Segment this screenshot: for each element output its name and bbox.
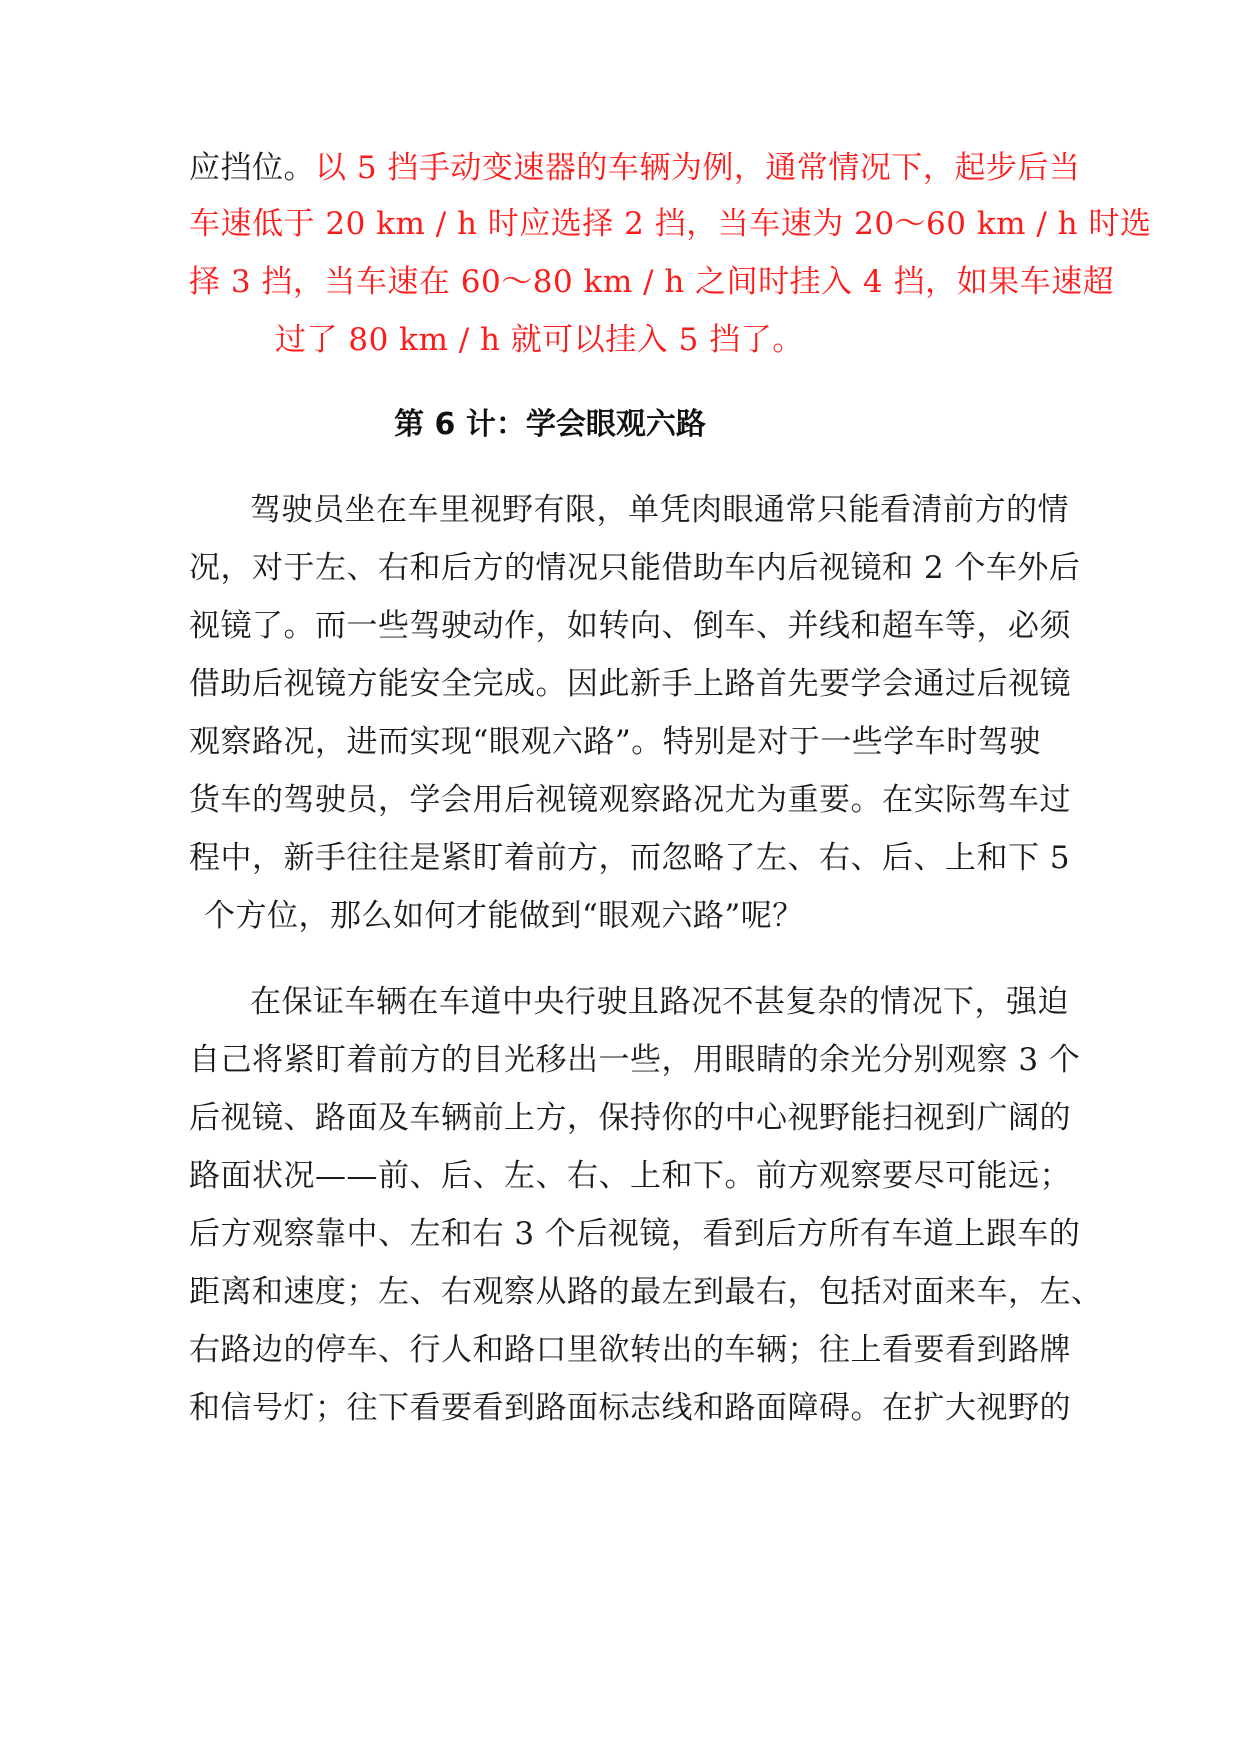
p1-line-3: 视镜了。而一些驾驶动作，如转向、倒车、并线和超车等，必须 xyxy=(189,608,1071,644)
intro-line-1-black: 应挡位。 xyxy=(189,150,315,186)
p1-line-1: 驾驶员坐在车里视野有限，单凭肉眼通常只能看清前方的情 xyxy=(250,492,1069,528)
p2-line-5: 后方观察靠中、左和右 3 个后视镜，看到后方所有车道上跟车的 xyxy=(189,1216,1081,1252)
p1-line-8: 个方位，那么如何才能做到“眼观六路”呢？ xyxy=(204,898,804,934)
p1-line-7: 程中，新手往往是紧盯着前方，而忽略了左、右、后、上和下 5 xyxy=(189,840,1071,876)
p2-line-6: 距离和速度；左、右观察从路的最左到最右，包括对面来车，左、 xyxy=(189,1274,1103,1310)
p2-line-4: 路面状况——前、后、左、右、上和下。前方观察要尽可能远； xyxy=(189,1158,1071,1194)
p1-line-6: 货车的驾驶员，学会用后视镜观察路况尤为重要。在实际驾车过 xyxy=(189,782,1071,818)
intro-line-2: 车速低于 20 km / h 时应选择 2 挡，当车速为 20～60 km / h 时选 xyxy=(189,206,1152,242)
p2-line-1: 在保证车辆在车道中央行驶且路况不甚复杂的情况下，强迫 xyxy=(250,984,1069,1020)
intro-line-1-red: 以 5 挡手动变速器的车辆为例，通常情况下，起步后当 xyxy=(315,150,1081,186)
p1-line-4: 借助后视镜方能安全完成。因此新手上路首先要学会通过后视镜 xyxy=(189,666,1071,702)
p2-line-2: 自己将紧盯着前方的目光移出一些，用眼睛的余光分别观察 3 个 xyxy=(189,1042,1081,1078)
p1-line-5: 观察路况，进而实现“眼观六路”。特别是对于一些学车时驾驶 xyxy=(189,724,1041,760)
p2-line-8: 和信号灯；往下看要看到路面标志线和路面障碍。在扩大视野的 xyxy=(189,1390,1071,1426)
intro-line-3: 择 3 挡，当车速在 60～80 km / h 之间时挂入 4 挡，如果车速超 xyxy=(189,264,1115,300)
p2-line-7: 右路边的停车、行人和路口里欲转出的车辆；往上看要看到路牌 xyxy=(189,1332,1071,1368)
intro-line-4: 过了 80 km / h 就可以挂入 5 挡了。 xyxy=(275,322,804,358)
intro-line-1 xyxy=(189,148,1081,188)
p2-line-3: 后视镜、路面及车辆前上方，保持你的中心视野能扫视到广阔的 xyxy=(189,1100,1071,1136)
p1-line-2: 况，对于左、右和后方的情况只能借助车内后视镜和 2 个车外后 xyxy=(189,550,1081,586)
section-title: 第 6 计：学会眼观六路 xyxy=(394,407,706,442)
